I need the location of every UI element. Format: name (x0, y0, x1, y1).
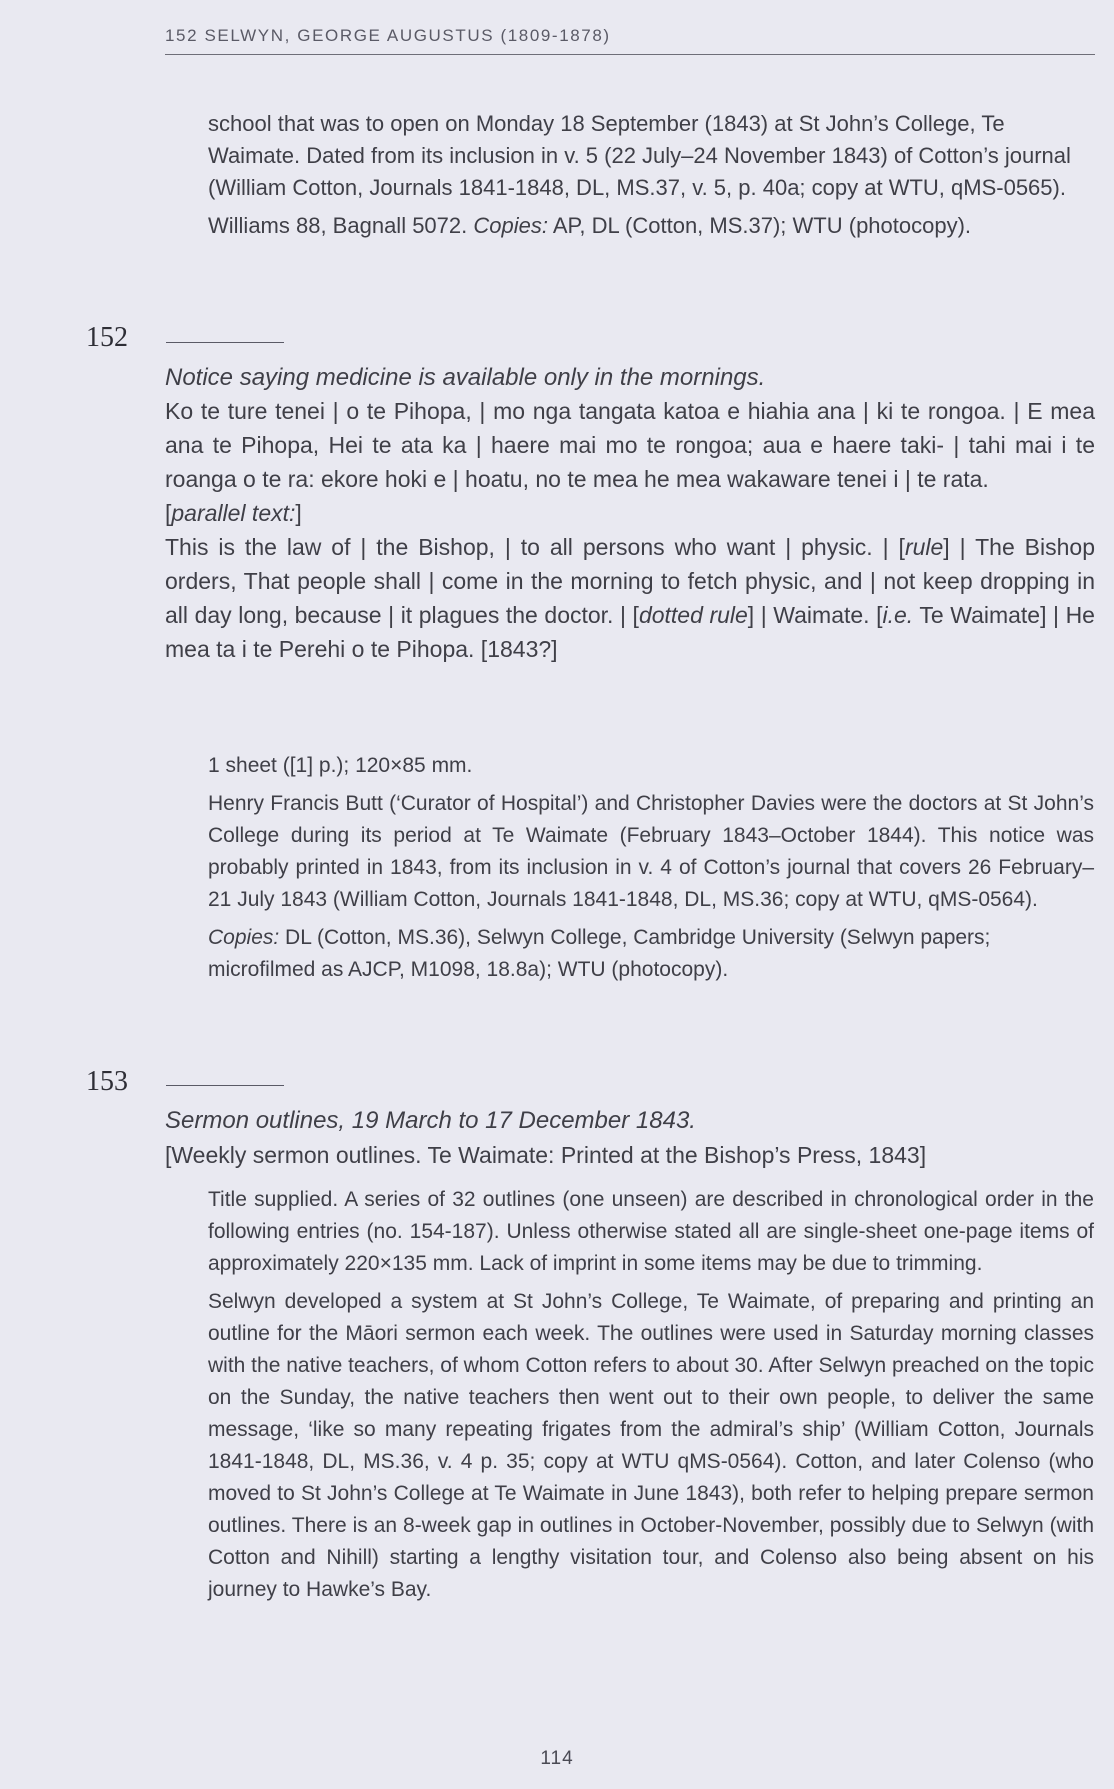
extent-152: 1 sheet ([1] p.); 120×85 mm. (208, 754, 473, 777)
entry-153-body (165, 1104, 1095, 1172)
ie-label: i.e. (882, 602, 914, 628)
entry-152-body (165, 362, 1095, 666)
references-text: Williams 88, Bagnall 5072. (208, 213, 468, 238)
entry-title-153: Sermon outlines, 19 March to 17 December 1843. (165, 1107, 696, 1134)
maori-text-152: Ko te ture tenei | o te Pihopa, | mo nga tangata katoa e hiahia ana | ki te rongoa. | E mea ana te Pihopa, Hei te ata ka | haere mai mo te rongoa; aua e haere taki- | tahi mai i te roanga o te ra: ekore hoki e | hoatu, no te mea he mea wakaware tenei i | te rata. (165, 398, 1095, 492)
parallel-text-marker: [parallel text:] (165, 500, 302, 526)
rule-label: rule (904, 534, 944, 560)
continued-references (208, 210, 1094, 242)
english-part-1: This is the law of | the Bishop, | to all persons who want | physic. | (165, 534, 889, 560)
running-head: 152 SELWYN, GEORGE AUGUSTUS (1809-1878) (165, 26, 1095, 55)
copies-label-152: Copies: (208, 926, 280, 949)
entry-152-notes (208, 750, 1094, 986)
note2-153: Selwyn developed a system at St John’s College, Te Waimate, of preparing and printing an outline for the Māori sermon each week. The outlines were used in Saturday morning classes with the native teachers, of whom Cotton refers to about 30. After Selwyn preached on the topic on the Sunday, the native teachers then went out to their own people, to deliver the same message, ‘like so many repeating frigates from the admiral’s ship’ (William Cotton, Journals 1841-1848, DL, MS.36, v. 4 p. 35; copy at WTU qMS-0564). Cotton, and later Colenso (who moved to St John’s College at Te Waimate in June 1843), both refer to helping prepare sermon outlines. There is an 8-week gap in outlines in October-November, possibly due to Selwyn (with Cotton and Nihill) starting a lengthy visitation tour, and Colenso also being absent on his journey to Hawke’s Bay. (208, 1290, 1095, 1601)
entry-number-152: 152 (86, 322, 128, 353)
copies-text: AP, DL (Cotton, MS.37); WTU (photocopy). (552, 213, 972, 238)
entry-153-notes (208, 1184, 1094, 1606)
entry-rule-152 (166, 342, 284, 343)
entry-title-152: Notice saying medicine is available only in the mornings. (165, 364, 766, 391)
copies-text-152: DL (Cotton, MS.36), Selwyn College, Cambridge University (Selwyn papers; microfilmed as AJCP, M1098, 18.8a); WTU (photocopy). (208, 926, 991, 981)
continued-entry (208, 108, 1094, 242)
continued-note: school that was to open on Monday 18 September (1843) at St John’s College, Te Waimate. Dated from its inclusion in v. 5 (22 July–24 November 1843) of Cotton’s journal (William Cotton, Journals 1841-1848, DL, MS.37, v. 5, p. 40a; copy at WTU, qMS-0565). (208, 111, 1071, 200)
copies-152 (208, 922, 1094, 986)
entry-rule-153 (166, 1085, 284, 1086)
english-text-152: This is the law of | the Bishop, | to all persons who want | physic. | [rule] | The Bishop orders, That people shall | come in the morning to fetch physic, and | not keep dropping in all day long, because | it plagues the doctor. | [dotted rule] | Waimate. [i.e. Te Waimate] | He mea ta i te Perehi o te Pihopa. [1843?] (165, 534, 1096, 662)
note1-153: Title supplied. A series of 32 outlines (one unseen) are described in chronological order in the following entries (no. 154-187). Unless otherwise stated all are single-sheet one-page items of approximately 220×135 mm. Lack of imprint in some items may be due to trimming. (208, 1188, 1094, 1275)
parallel-label: parallel text: (171, 500, 296, 526)
entry-number-153: 153 (86, 1066, 128, 1097)
copies-label: Copies: (473, 213, 548, 238)
english-part-4: Te Waimate] | He mea ta i te Perehi o te Pihopa. [1843?] (165, 602, 1095, 662)
note-152: Henry Francis Butt (‘Curator of Hospital’) and Christopher Davies were the doctors at St John’s College during its period at Te Waimate (February 1843–October 1844). This notice was probably printed in 1843, from its inclusion in v. 4 of Cotton’s journal that covers 26 February–21 July 1843 (William Cotton, Journals 1841-1848, DL, MS.36; copy at WTU, qMS-0564). (208, 792, 1094, 911)
page-number: 114 (540, 1748, 574, 1769)
dotted-rule-label: dotted rule (638, 602, 748, 628)
english-part-2: | The Bishop orders, That people shall | come in the morning to fetch physic, and | not keep dropping in all day long, because | it plagues the doctor. | (165, 534, 1096, 628)
imprint-153: [Weekly sermon outlines. Te Waimate: Printed at the Bishop’s Press, 1843] (165, 1142, 927, 1168)
english-part-3: | Waimate. (760, 602, 870, 628)
